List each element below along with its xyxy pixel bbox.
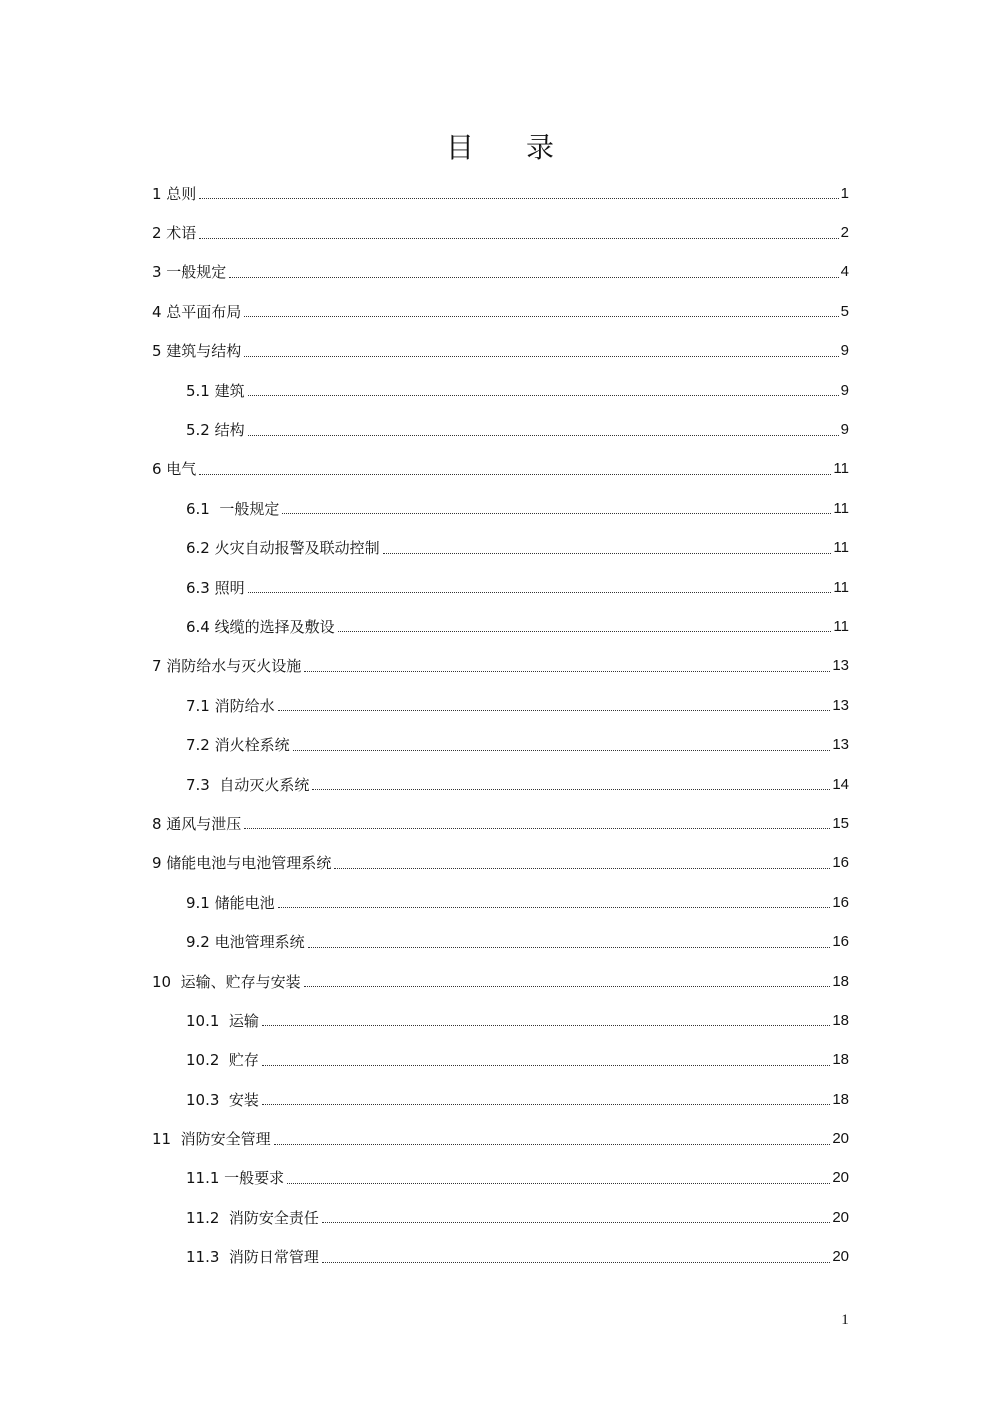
toc-dot-leader xyxy=(199,238,838,239)
toc-entry-label: 2 术语 xyxy=(152,224,197,243)
toc-entry-page: 16 xyxy=(832,933,849,951)
toc-entry-page: 18 xyxy=(832,972,849,990)
toc-entry[interactable] xyxy=(152,292,849,331)
toc-dot-leader xyxy=(199,474,831,475)
toc-entry-label: 10.3 安装 xyxy=(186,1090,259,1109)
toc-dot-leader xyxy=(262,1104,830,1105)
toc-entry[interactable] xyxy=(152,922,849,961)
toc-entry[interactable] xyxy=(152,962,849,1001)
toc-entry-page: 13 xyxy=(832,696,849,714)
toc-dot-leader xyxy=(383,553,832,554)
toc-entry-label: 7.3 自动灭火系统 xyxy=(186,775,310,794)
toc-entry[interactable] xyxy=(152,1159,849,1198)
title-char-1: 目 xyxy=(445,131,474,164)
toc-entry[interactable] xyxy=(152,1119,849,1158)
toc-dot-leader xyxy=(304,986,831,987)
toc-entry[interactable] xyxy=(152,804,849,843)
toc-entry[interactable] xyxy=(152,253,849,292)
toc-entry-label: 6.3 照明 xyxy=(186,578,245,597)
toc-entry-label: 11.3 消防日常管理 xyxy=(186,1248,319,1267)
toc-entry-page: 9 xyxy=(840,381,849,399)
toc-entry-label: 6.1 一般规定 xyxy=(186,499,280,518)
toc-entry-label: 5 建筑与结构 xyxy=(152,342,242,361)
toc-entry-page: 11 xyxy=(833,617,849,635)
table-of-contents xyxy=(152,174,849,1277)
toc-entry-page: 20 xyxy=(832,1208,849,1226)
page-number: 1 xyxy=(841,1312,849,1328)
toc-dot-leader xyxy=(322,1222,830,1223)
page-title xyxy=(0,128,1000,168)
toc-entry-label: 1 总则 xyxy=(152,184,197,203)
toc-dot-leader xyxy=(282,513,831,514)
toc-entry-label: 9.1 储能电池 xyxy=(186,893,275,912)
toc-entry-label: 5.1 建筑 xyxy=(186,381,245,400)
toc-entry-page: 13 xyxy=(832,736,849,754)
toc-entry-label: 6 电气 xyxy=(152,460,197,479)
toc-entry[interactable] xyxy=(152,725,849,764)
toc-entry-label: 7.1 消防给水 xyxy=(186,696,275,715)
toc-entry[interactable] xyxy=(152,1041,849,1080)
toc-dot-leader xyxy=(312,789,830,790)
toc-dot-leader xyxy=(304,671,830,672)
toc-entry[interactable] xyxy=(152,765,849,804)
toc-entry-page: 18 xyxy=(832,1011,849,1029)
toc-entry-page: 15 xyxy=(832,814,849,832)
toc-entry-page: 2 xyxy=(840,224,849,242)
toc-dot-leader xyxy=(338,631,832,632)
toc-entry-page: 20 xyxy=(832,1169,849,1187)
toc-entry-label: 10.2 贮存 xyxy=(186,1051,259,1070)
toc-entry[interactable] xyxy=(152,450,849,489)
toc-entry-label: 10 运输、贮存与安装 xyxy=(152,972,301,991)
toc-entry[interactable] xyxy=(152,844,849,883)
toc-entry-page: 5 xyxy=(840,302,849,320)
toc-entry-page: 11 xyxy=(833,460,849,478)
toc-entry[interactable] xyxy=(152,1001,849,1040)
toc-dot-leader xyxy=(287,1183,830,1184)
toc-entry[interactable] xyxy=(152,410,849,449)
toc-entry-page: 16 xyxy=(832,893,849,911)
toc-entry-page: 14 xyxy=(832,775,849,793)
toc-entry-label: 8 通风与泄压 xyxy=(152,814,242,833)
toc-dot-leader xyxy=(262,1065,830,1066)
toc-dot-leader xyxy=(278,907,831,908)
toc-entry-page: 11 xyxy=(833,499,849,517)
toc-entry[interactable] xyxy=(152,1080,849,1119)
toc-entry-label: 7 消防给水与灭火设施 xyxy=(152,657,302,676)
toc-entry-page: 9 xyxy=(840,342,849,360)
toc-entry-label: 3 一般规定 xyxy=(152,263,227,282)
toc-entry-label: 9 储能电池与电池管理系统 xyxy=(152,854,332,873)
toc-entry-label: 11 消防安全管理 xyxy=(152,1130,271,1149)
toc-entry-page: 1 xyxy=(840,184,849,202)
toc-dot-leader xyxy=(244,356,838,357)
toc-entry-page: 11 xyxy=(833,539,849,557)
toc-entry[interactable] xyxy=(152,174,849,213)
toc-dot-leader xyxy=(322,1262,830,1263)
toc-entry-page: 18 xyxy=(832,1051,849,1069)
toc-entry-label: 4 总平面布局 xyxy=(152,302,242,321)
toc-entry[interactable] xyxy=(152,607,849,646)
toc-entry[interactable] xyxy=(152,883,849,922)
toc-entry-label: 5.2 结构 xyxy=(186,421,245,440)
toc-entry[interactable] xyxy=(152,332,849,371)
toc-dot-leader xyxy=(262,1025,830,1026)
toc-entry-page: 18 xyxy=(832,1090,849,1108)
toc-entry-label: 11.2 消防安全责任 xyxy=(186,1208,319,1227)
toc-entry[interactable] xyxy=(152,686,849,725)
toc-entry-label: 9.2 电池管理系统 xyxy=(186,933,305,952)
toc-entry[interactable] xyxy=(152,213,849,252)
toc-entry-label: 6.4 线缆的选择及敷设 xyxy=(186,617,335,636)
toc-entry[interactable] xyxy=(152,529,849,568)
toc-entry-label: 10.1 运输 xyxy=(186,1011,259,1030)
toc-entry-page: 4 xyxy=(840,263,849,281)
toc-entry-label: 11.1 一般要求 xyxy=(186,1169,285,1188)
toc-entry[interactable] xyxy=(152,568,849,607)
toc-entry-page: 20 xyxy=(832,1248,849,1266)
toc-dot-leader xyxy=(274,1144,831,1145)
toc-dot-leader xyxy=(244,316,838,317)
toc-entry-page: 13 xyxy=(832,657,849,675)
toc-entry-label: 6.2 火灾自动报警及联动控制 xyxy=(186,539,380,558)
toc-entry-page: 16 xyxy=(832,854,849,872)
toc-entry[interactable] xyxy=(152,371,849,410)
toc-entry[interactable] xyxy=(152,489,849,528)
toc-dot-leader xyxy=(199,198,838,199)
toc-entry-label: 7.2 消火栓系统 xyxy=(186,736,290,755)
toc-dot-leader xyxy=(248,435,839,436)
toc-dot-leader xyxy=(334,868,830,869)
toc-entry-page: 20 xyxy=(832,1130,849,1148)
toc-entry[interactable] xyxy=(152,1238,849,1277)
toc-dot-leader xyxy=(293,750,831,751)
toc-entry-page: 9 xyxy=(840,421,849,439)
toc-entry[interactable] xyxy=(152,647,849,686)
toc-entry-page: 11 xyxy=(833,578,849,596)
toc-dot-leader xyxy=(244,828,830,829)
toc-dot-leader xyxy=(278,710,831,711)
toc-dot-leader xyxy=(308,947,831,948)
toc-entry[interactable] xyxy=(152,1198,849,1237)
toc-dot-leader xyxy=(229,277,838,278)
title-char-2: 录 xyxy=(526,131,555,164)
toc-dot-leader xyxy=(248,395,839,396)
toc-dot-leader xyxy=(248,592,832,593)
